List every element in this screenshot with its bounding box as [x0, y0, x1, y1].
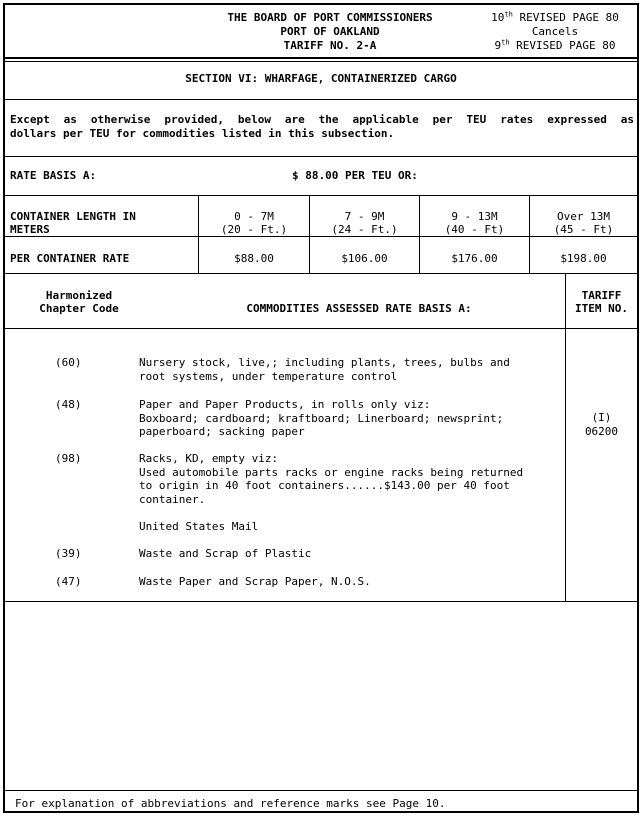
tariff-header-title — [155, 11, 505, 53]
label-line: METERS — [10, 223, 50, 236]
cancelled-sup: th — [501, 38, 510, 47]
label-line: CONTAINER LENGTH IN — [10, 210, 136, 223]
cancelled-page — [470, 39, 640, 53]
length-cell — [199, 210, 309, 236]
rate-basis-value: $ 88.00 PER TEU OR: — [292, 169, 418, 182]
header-line: TARIFF NO. 2-A — [283, 39, 377, 52]
divider — [5, 790, 637, 791]
length-feet: (20 - Ft.) — [220, 223, 288, 236]
cancelled-text: REVISED PAGE 80 — [509, 39, 616, 52]
divider — [5, 57, 637, 59]
description-line: Nursery stock, live,; including plants, trees, bulbs and — [139, 356, 510, 369]
divider — [5, 236, 637, 237]
length-feet: (45 - Ft) — [553, 223, 614, 236]
intro-paragraph — [10, 113, 634, 140]
revised-text: REVISED PAGE 80 — [512, 11, 619, 24]
intro-line: dollars per TEU for commodities listed in this subsection. — [10, 126, 395, 140]
divider — [5, 195, 637, 196]
rate-cell: $88.00 — [234, 252, 274, 265]
divider — [5, 601, 637, 602]
rate-cell: $106.00 — [341, 252, 388, 265]
cancelled-num: 9 — [494, 39, 502, 52]
header-line: ITEM NO. — [575, 302, 628, 315]
description-line: container. — [139, 492, 206, 506]
length-meters: 9 - 13M — [451, 210, 498, 223]
revised-sup: th — [504, 10, 513, 19]
header-line: Chapter Code — [39, 302, 119, 315]
section-title: SECTION VI: WHARFAGE, CONTAINERIZED CARGO — [185, 72, 457, 85]
intro-line: Except as otherwise provided, below are the applicable per TEU rates expressed as — [10, 113, 634, 126]
header-line: PORT OF OAKLAND — [280, 25, 380, 38]
length-feet: (24 - Ft.) — [331, 223, 398, 236]
description-line: Racks, KD, empty viz: — [139, 452, 279, 465]
header-line: TARIFF — [581, 289, 622, 302]
description-line: Used automobile parts racks or engine racks being returned — [139, 465, 524, 479]
divider — [5, 99, 637, 100]
length-cell — [310, 210, 419, 236]
commodity-code: (39) — [55, 547, 82, 560]
commodity-code: (48) — [55, 398, 82, 411]
divider — [5, 61, 637, 62]
commodity-code: (60) — [55, 356, 82, 369]
divider — [5, 156, 637, 157]
cancels-label: Cancels — [531, 25, 579, 38]
header-line: Harmonized — [45, 289, 113, 302]
length-meters: Over 13M — [557, 210, 610, 223]
container-length-label — [10, 210, 136, 236]
commodity-code: (98) — [55, 452, 82, 465]
item-number: 06200 — [584, 424, 619, 438]
divider — [566, 328, 637, 329]
commodity-description: Waste and Scrap of Plastic — [139, 547, 312, 560]
tariff-item-number — [566, 411, 637, 438]
item-reference-mark: (I) — [591, 411, 612, 424]
length-meters: 7 - 9M — [344, 210, 385, 223]
revision-block — [470, 11, 640, 53]
commodity-description: Waste Paper and Scrap Paper, N.O.S. — [139, 575, 371, 588]
revised-page — [470, 11, 640, 25]
length-feet: (40 - Ft) — [444, 223, 505, 236]
revised-num: 10 — [491, 11, 505, 24]
description-line: paperboard; sacking paper — [139, 425, 305, 438]
header-line: THE BOARD OF PORT COMMISSIONERS — [227, 11, 433, 24]
commodity-description — [139, 356, 510, 383]
commodity-description: United States Mail — [139, 520, 259, 533]
description-line: to origin in 40 foot containers......$143.00 per 40 foot — [139, 479, 510, 492]
divider — [5, 328, 566, 329]
description-line: Boxboard; cardboard; kraftboard; Linerboard; newsprint; — [139, 411, 504, 425]
length-cell — [530, 210, 637, 236]
commodity-description — [139, 398, 503, 439]
commodities-column-header: COMMODITIES ASSESSED RATE BASIS A: — [246, 302, 472, 315]
description-line: Paper and Paper Products, in rolls only viz: — [139, 398, 431, 411]
commodity-code: (47) — [55, 575, 82, 588]
divider — [5, 273, 637, 274]
description-line: root systems, under temperature control — [139, 369, 398, 383]
length-meters: 0 - 7M — [234, 210, 274, 223]
per-container-rate-label: PER CONTAINER RATE — [10, 252, 130, 265]
rate-cell: $176.00 — [451, 252, 498, 265]
item-column-header — [566, 289, 637, 315]
tariff-page — [3, 3, 639, 813]
commodity-description — [139, 452, 523, 506]
code-column-header — [5, 289, 153, 315]
length-cell — [420, 210, 529, 236]
footer-note: For explanation of abbreviations and reference marks see Page 10. — [15, 797, 446, 810]
rate-basis-label: RATE BASIS A: — [10, 169, 97, 182]
rate-cell: $198.00 — [560, 252, 607, 265]
